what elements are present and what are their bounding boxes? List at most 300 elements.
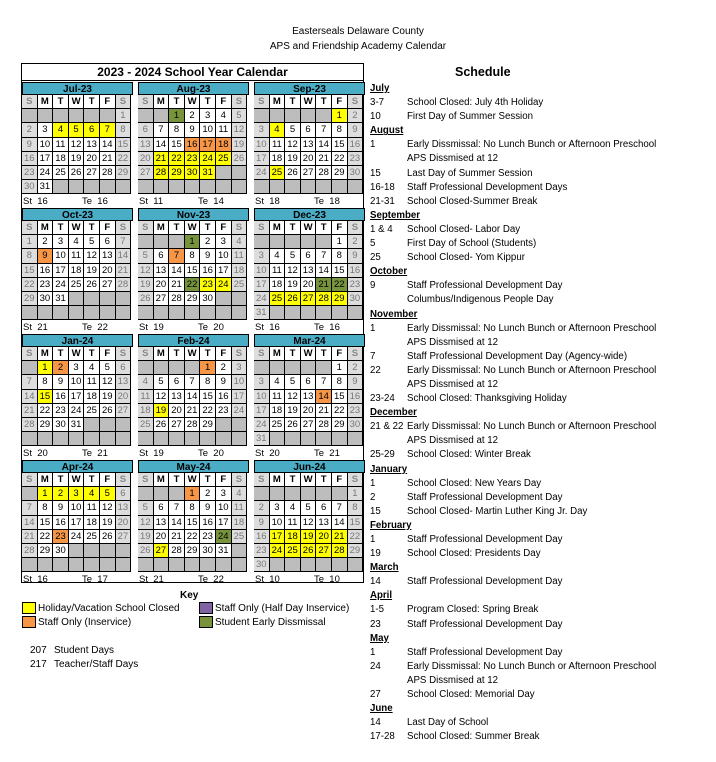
day-cell: 21 [316,278,332,292]
day-cell: 25 [138,418,154,432]
day-cell: 23 [348,278,364,292]
weekday-header: F [100,221,116,235]
day-cell: 11 [138,390,154,404]
day-cell: 12 [154,390,170,404]
schedule-month-heading: August [370,125,404,137]
month-oct-23 [22,208,133,334]
day-cell: 23 [53,530,69,544]
day-cell: 29 [185,544,201,558]
weekday-header: M [38,347,54,361]
empty-cell [216,180,232,194]
day-cell: 18 [232,264,248,278]
schedule-date: 17-28 [370,731,395,743]
schedule-date: 10 [370,111,381,123]
day-cell: 15 [185,516,201,530]
day-cell: 1 [200,361,216,375]
schedule-date: 9 [370,280,376,292]
day-cell: 14 [316,264,332,278]
weekday-header: F [100,347,116,361]
day-cell: 8 [22,249,38,263]
day-cell: 25 [53,166,69,180]
schedule-entry [370,364,716,378]
day-cell: 2 [254,501,270,515]
student-days-label: Student Days [54,645,115,656]
weekday-header: S [138,221,154,235]
day-cell: 1 [348,487,364,501]
schedule-date: 7 [370,350,376,362]
weekday-header: T [84,347,100,361]
day-cell: 22 [332,278,348,292]
weekday-header: T [316,95,332,109]
empty-cell [254,487,270,501]
weekday-header: W [301,221,317,235]
day-cell: 15 [116,138,132,152]
day-cell: 10 [38,138,54,152]
empty-cell [84,109,100,123]
empty-cell [185,306,201,320]
schedule-month-heading: March [370,562,399,574]
day-cell: 15 [200,390,216,404]
day-cell: 17 [270,530,286,544]
empty-cell [100,109,116,123]
day-cell: 4 [270,375,286,389]
day-cell: 28 [316,418,332,432]
day-cell: 22 [332,152,348,166]
schedule-entry [370,716,716,730]
day-cell: 21 [332,530,348,544]
schedule-date: 14 [370,576,381,588]
day-cell: 2 [200,487,216,501]
month-day-counts [22,448,133,460]
day-cell: 29 [332,166,348,180]
day-cell: 7 [22,375,38,389]
empty-cell [100,558,116,572]
weekday-header: T [285,221,301,235]
empty-cell [38,558,54,572]
day-cell: 3 [270,501,286,515]
key-swatch-staff-only [22,616,36,628]
day-cell: 10 [200,123,216,137]
day-cell: 7 [154,123,170,137]
weekday-header: W [301,95,317,109]
schedule-month-heading: April [370,590,393,602]
weekday-header: W [185,473,201,487]
day-cell: 21 [116,264,132,278]
day-cell: 23 [200,530,216,544]
schedule-date: 14 [370,717,381,729]
weekday-header: M [38,95,54,109]
day-cell: 6 [154,501,170,515]
empty-cell [53,432,69,446]
day-cell: 3 [38,123,54,137]
empty-cell [254,361,270,375]
weekday-header: T [285,95,301,109]
day-cell: 11 [232,249,248,263]
day-cell: 2 [185,109,201,123]
schedule-text: School Closed- Labor Day [407,223,521,235]
schedule-text: Staff Professional Development Day [407,280,563,292]
weekday-header: T [84,473,100,487]
day-cell: 22 [116,152,132,166]
day-cell: 3 [53,235,69,249]
day-cell: 9 [38,249,54,263]
day-cell: 4 [232,235,248,249]
day-cell: 21 [154,152,170,166]
day-cell: 25 [216,152,232,166]
month-day-counts [22,322,133,334]
weekday-header: M [270,95,286,109]
day-cell: 18 [285,530,301,544]
day-cell: 23 [216,404,232,418]
day-cell: 9 [200,501,216,515]
day-cell: 25 [84,404,100,418]
day-cell: 22 [185,530,201,544]
day-cell: 17 [38,152,54,166]
weekday-header: T [84,95,100,109]
day-cell: 28 [169,292,185,306]
day-cell: 14 [169,516,185,530]
day-cell: 24 [53,278,69,292]
empty-cell [22,306,38,320]
empty-cell [301,558,317,572]
day-cell: 29 [348,544,364,558]
day-cell: 4 [84,487,100,501]
day-cell: 1 [38,487,54,501]
day-cell: 25 [270,292,286,306]
month-feb-24 [138,334,249,460]
student-day-count: St 20 [255,448,280,459]
empty-cell [200,180,216,194]
empty-cell [270,109,286,123]
empty-cell [38,109,54,123]
weekday-header: T [200,95,216,109]
day-cell: 13 [301,390,317,404]
month-sep-23 [254,82,365,208]
day-cell: 10 [254,264,270,278]
day-cell: 18 [84,390,100,404]
day-cell: 9 [200,249,216,263]
weekday-header: S [232,347,248,361]
empty-cell [138,558,154,572]
weekday-header: W [301,347,317,361]
day-cell: 10 [232,375,248,389]
weekday-header: T [285,473,301,487]
schedule-date: 5 [370,238,376,250]
month-title: Jun-24 [254,460,365,473]
empty-cell [270,361,286,375]
empty-cell [270,558,286,572]
empty-cell [22,109,38,123]
teacher-day-count: Te 21 [314,448,340,459]
month-day-counts [138,574,249,586]
day-cell: 1 [169,109,185,123]
teacher-day-count: Te 17 [82,574,108,585]
weekday-header: T [316,473,332,487]
day-cell: 29 [332,418,348,432]
day-cell: 5 [138,501,154,515]
month-aug-23 [138,82,249,208]
day-cell: 6 [154,249,170,263]
day-cell: 10 [270,516,286,530]
empty-cell [316,487,332,501]
day-cell: 7 [332,501,348,515]
day-cell: 17 [216,264,232,278]
weekday-header: M [38,221,54,235]
schedule-date: 3-7 [370,97,385,109]
schedule-text: APS Dissmised at 12 [407,153,498,165]
day-cell: 20 [301,404,317,418]
day-cell: 27 [301,292,317,306]
key-title: Key [180,590,199,601]
day-cell: 5 [301,501,317,515]
day-cell: 1 [332,109,348,123]
day-cell: 19 [84,264,100,278]
day-cell: 26 [138,292,154,306]
weekday-header: T [285,347,301,361]
empty-cell [69,109,85,123]
day-cell: 3 [254,249,270,263]
month-nov-23 [138,208,249,334]
empty-cell [301,180,317,194]
weekday-header: T [169,95,185,109]
weekday-header: S [116,347,132,361]
day-cell: 7 [169,249,185,263]
day-cell: 4 [84,361,100,375]
empty-cell [232,306,248,320]
day-cell: 9 [348,123,364,137]
weekday-header: T [53,347,69,361]
day-cell: 2 [348,235,364,249]
day-cell: 20 [138,152,154,166]
schedule-date: 1 & 4 [370,223,393,235]
day-cell: 6 [316,501,332,515]
schedule-date: 25-29 [370,449,395,461]
month-day-counts [22,196,133,208]
empty-cell [84,418,100,432]
day-cell: 24 [254,166,270,180]
teacher-day-count: Te 16 [314,322,340,333]
day-cell: 19 [285,152,301,166]
empty-cell [138,109,154,123]
day-cell: 20 [154,278,170,292]
day-cell: 28 [116,278,132,292]
month-grid [138,95,249,194]
weekday-header: F [216,95,232,109]
schedule-date: 24 [370,660,381,672]
day-cell: 22 [38,404,54,418]
schedule-text: Early Dissmissal: No Lunch Bunch or Afternoon Preschool [407,364,657,376]
schedule-date: 21-31 [370,195,395,207]
day-cell: 27 [154,292,170,306]
day-cell: 4 [285,501,301,515]
day-cell: 24 [232,404,248,418]
empty-cell [169,361,185,375]
month-grid [138,347,249,446]
teacher-day-count: Te 20 [198,322,224,333]
weekday-header: S [22,95,38,109]
empty-cell [138,180,154,194]
schedule-date: 23-24 [370,393,395,405]
day-cell: 5 [154,375,170,389]
day-cell: 21 [22,530,38,544]
schedule-text: Early Dissmissal: No Lunch Bunch or Afternoon Preschool [407,421,657,433]
weekday-header: S [232,221,248,235]
teacher-day-count: Te 14 [198,196,224,207]
day-cell: 5 [100,361,116,375]
day-cell: 3 [216,235,232,249]
day-cell: 2 [53,487,69,501]
empty-cell [348,180,364,194]
schedule-entry [370,167,716,181]
calendar-title: 2023 - 2024 School Year Calendar [22,64,363,81]
day-cell: 14 [22,516,38,530]
empty-cell [301,306,317,320]
weekday-header: M [154,473,170,487]
day-cell: 25 [285,544,301,558]
schedule-entry [370,96,716,110]
empty-cell [169,487,185,501]
schedule-entry [370,491,716,505]
schedule-text: Columbus/Indigenous People Day [407,294,554,306]
weekday-header: F [332,95,348,109]
empty-cell [53,180,69,194]
day-cell: 24 [69,530,85,544]
day-cell: 29 [185,292,201,306]
teacher-day-count: Te 21 [82,448,108,459]
day-cell: 15 [22,264,38,278]
month-day-counts [254,322,365,334]
empty-cell [69,306,85,320]
weekday-header: T [53,221,69,235]
day-cell: 14 [316,138,332,152]
day-cell: 14 [22,390,38,404]
schedule-month-heading: June [370,703,393,715]
month-title: Jan-24 [22,334,133,347]
day-cell: 25 [232,530,248,544]
empty-cell [84,292,100,306]
day-cell: 30 [348,292,364,306]
day-cell: 17 [69,390,85,404]
day-cell: 24 [254,418,270,432]
schedule-entry [370,547,716,561]
schedule-entry [370,322,716,336]
day-cell: 16 [348,138,364,152]
schedule-text: School Closed-Summer Break [407,195,538,207]
empty-cell [169,306,185,320]
schedule-text: School Closed: Memorial Day [407,689,535,701]
weekday-header: S [22,221,38,235]
empty-cell [84,558,100,572]
schedule-text: Program Closed: Spring Break [407,604,539,616]
day-cell: 15 [38,516,54,530]
weekday-header: S [22,347,38,361]
empty-cell [332,432,348,446]
day-cell: 8 [200,375,216,389]
month-title: Feb-24 [138,334,249,347]
day-cell: 18 [53,152,69,166]
schedule-entry [370,237,716,251]
day-cell: 12 [84,249,100,263]
day-cell: 20 [301,152,317,166]
day-cell: 25 [69,278,85,292]
day-cell: 3 [254,375,270,389]
day-cell: 14 [332,516,348,530]
empty-cell [185,180,201,194]
key-label: Holiday/Vacation School Closed [38,603,180,614]
weekday-header: S [254,473,270,487]
day-cell: 16 [53,390,69,404]
day-cell: 13 [154,516,170,530]
empty-cell [22,487,38,501]
day-cell: 6 [301,123,317,137]
weekday-header: W [301,473,317,487]
day-cell: 19 [138,530,154,544]
empty-cell [301,235,317,249]
teacher-day-count: Te 16 [82,196,108,207]
day-cell: 26 [301,544,317,558]
schedule-text: School Closed- Martin Luther King Jr. Day [407,505,588,517]
empty-cell [138,432,154,446]
day-cell: 4 [270,249,286,263]
schedule-entry [370,505,716,519]
day-cell: 2 [22,123,38,137]
empty-cell [270,487,286,501]
student-day-count: St 16 [255,322,280,333]
student-day-count: St 20 [23,448,48,459]
weekday-header: S [116,95,132,109]
schedule-date: 1 [370,534,376,545]
schedule-entry [370,350,716,364]
day-cell: 31 [200,166,216,180]
day-cell: 17 [254,404,270,418]
schedule-list [370,82,716,744]
empty-cell [232,166,248,180]
empty-cell [116,292,132,306]
month-dec-23 [254,208,365,334]
schedule-month-heading: September [370,209,421,221]
month-jan-24 [22,334,133,460]
empty-cell [232,432,248,446]
day-cell: 22 [22,278,38,292]
day-cell: 18 [69,264,85,278]
day-cell: 24 [38,166,54,180]
day-cell: 30 [53,544,69,558]
teacher-day-count: Te 10 [314,574,340,585]
month-day-counts [254,574,365,586]
weekday-header: W [185,95,201,109]
key-item-staff-only [22,616,131,629]
day-cell: 30 [22,180,38,194]
day-cell: 26 [100,404,116,418]
day-cell: 17 [200,138,216,152]
schedule-entry [370,110,716,124]
weekday-header: T [316,221,332,235]
day-cell: 10 [216,249,232,263]
day-cell: 12 [100,375,116,389]
day-cell: 30 [38,292,54,306]
empty-cell [316,432,332,446]
student-days [30,645,114,656]
weekday-header: W [69,473,85,487]
weekday-header: S [348,221,364,235]
day-cell: 9 [53,501,69,515]
day-cell: 8 [332,375,348,389]
day-cell: 19 [100,516,116,530]
schedule-entry [370,434,716,448]
day-cell: 7 [100,123,116,137]
day-cell: 13 [301,264,317,278]
empty-cell [38,432,54,446]
